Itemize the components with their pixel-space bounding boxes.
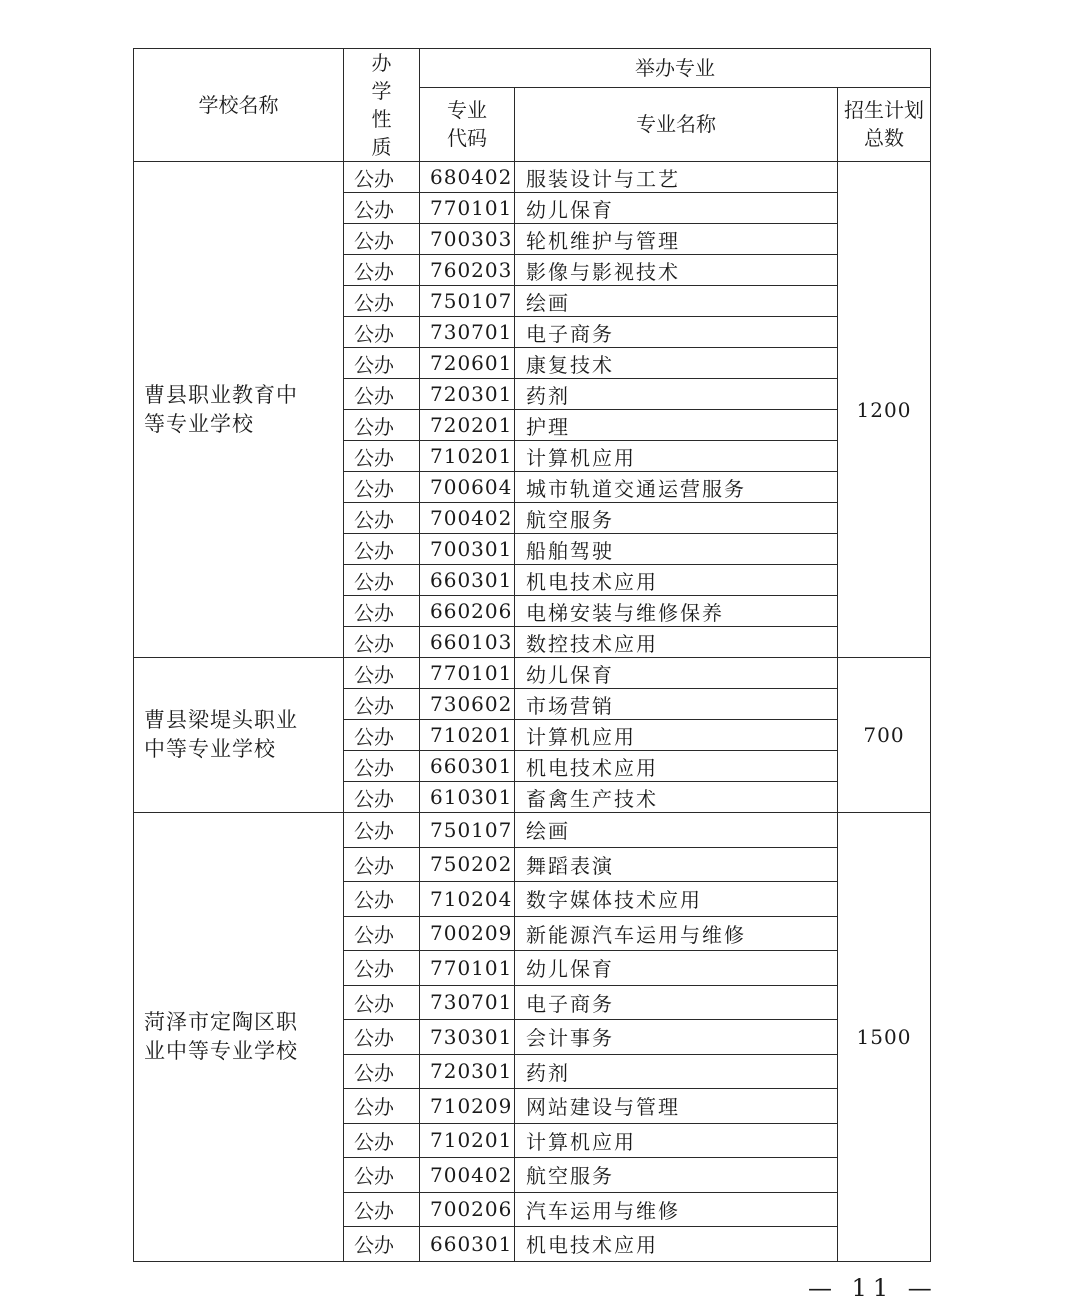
school-nature-cell: 公办: [344, 951, 420, 986]
school-nature-cell: 公办: [344, 985, 420, 1020]
school-name-cell: 曹县职业教育中等专业学校: [134, 162, 344, 658]
school-nature-cell: 公办: [344, 1192, 420, 1227]
header-major-name: 专业名称: [515, 87, 838, 161]
school-nature-cell: 公办: [344, 1227, 420, 1262]
major-code-cell: 730701: [420, 317, 515, 348]
major-name-cell: 电梯安装与维修保养: [515, 596, 838, 627]
header-enrollment-total: 招生计划总数: [838, 87, 931, 161]
major-code-cell: 710201: [420, 441, 515, 472]
major-name-cell: 康复技术: [515, 348, 838, 379]
major-name-cell: 护理: [515, 410, 838, 441]
major-code-cell: 700209: [420, 916, 515, 951]
table-row: [134, 813, 931, 848]
school-nature-cell: 公办: [344, 916, 420, 951]
major-code-cell: 710204: [420, 882, 515, 917]
school-nature-cell: 公办: [344, 720, 420, 751]
major-name-cell: 市场营销: [515, 689, 838, 720]
major-code-cell: 660301: [420, 565, 515, 596]
major-code-cell: 750202: [420, 847, 515, 882]
major-name-cell: 船舶驾驶: [515, 534, 838, 565]
major-code-cell: 700301: [420, 534, 515, 565]
header-school-nature: 办学性质: [344, 49, 420, 162]
school-nature-cell: 公办: [344, 441, 420, 472]
school-name-cell: 菏泽市定陶区职业中等专业学校: [134, 813, 344, 1262]
major-name-cell: 数字媒体技术应用: [515, 882, 838, 917]
major-name-cell: 电子商务: [515, 985, 838, 1020]
major-code-cell: 770101: [420, 193, 515, 224]
major-name-cell: 药剂: [515, 1054, 838, 1089]
major-code-cell: 720301: [420, 1054, 515, 1089]
major-name-cell: 机电技术应用: [515, 751, 838, 782]
major-code-cell: 700402: [420, 1158, 515, 1193]
enrollment-total-cell: 700: [838, 658, 931, 813]
school-nature-cell: 公办: [344, 379, 420, 410]
major-name-cell: 机电技术应用: [515, 565, 838, 596]
major-code-cell: 770101: [420, 951, 515, 986]
major-name-cell: 航空服务: [515, 1158, 838, 1193]
table-body: [134, 162, 931, 1262]
major-name-cell: 幼儿保育: [515, 658, 838, 689]
school-nature-cell: 公办: [344, 627, 420, 658]
page-number: — 11 —: [808, 1274, 938, 1302]
school-nature-cell: 公办: [344, 1020, 420, 1055]
table-row: [134, 162, 931, 193]
school-nature-cell: 公办: [344, 348, 420, 379]
major-name-cell: 绘画: [515, 813, 838, 848]
school-nature-cell: 公办: [344, 1054, 420, 1089]
school-nature-cell: 公办: [344, 782, 420, 813]
major-code-cell: 700402: [420, 503, 515, 534]
major-code-cell: 720201: [420, 410, 515, 441]
major-name-cell: 机电技术应用: [515, 1227, 838, 1262]
school-nature-cell: 公办: [344, 162, 420, 193]
major-name-cell: 影像与影视技术: [515, 255, 838, 286]
major-code-cell: 750107: [420, 813, 515, 848]
enrollment-table: [133, 48, 931, 1262]
major-code-cell: 700604: [420, 472, 515, 503]
school-name-cell: 曹县梁堤头职业中等专业学校: [134, 658, 344, 813]
major-name-cell: 计算机应用: [515, 1123, 838, 1158]
school-nature-cell: 公办: [344, 410, 420, 441]
school-nature-cell: 公办: [344, 472, 420, 503]
school-nature-cell: 公办: [344, 286, 420, 317]
school-nature-cell: 公办: [344, 1089, 420, 1124]
major-code-cell: 660301: [420, 1227, 515, 1262]
major-name-cell: 数控技术应用: [515, 627, 838, 658]
school-nature-cell: 公办: [344, 751, 420, 782]
major-code-cell: 700206: [420, 1192, 515, 1227]
major-code-cell: 710209: [420, 1089, 515, 1124]
major-name-cell: 幼儿保育: [515, 951, 838, 986]
school-nature-cell: 公办: [344, 813, 420, 848]
school-nature-cell: 公办: [344, 847, 420, 882]
school-nature-cell: 公办: [344, 1158, 420, 1193]
major-code-cell: 660206: [420, 596, 515, 627]
major-code-cell: 710201: [420, 1123, 515, 1158]
major-code-cell: 730602: [420, 689, 515, 720]
school-nature-cell: 公办: [344, 658, 420, 689]
school-nature-cell: 公办: [344, 193, 420, 224]
major-name-cell: 会计事务: [515, 1020, 838, 1055]
major-code-cell: 730701: [420, 985, 515, 1020]
school-nature-cell: 公办: [344, 255, 420, 286]
major-code-cell: 770101: [420, 658, 515, 689]
major-name-cell: 航空服务: [515, 503, 838, 534]
major-code-cell: 700303: [420, 224, 515, 255]
major-code-cell: 660301: [420, 751, 515, 782]
major-code-cell: 750107: [420, 286, 515, 317]
header-school-name: 学校名称: [134, 49, 344, 162]
major-name-cell: 畜禽生产技术: [515, 782, 838, 813]
major-code-cell: 720301: [420, 379, 515, 410]
header-major-code: 专业代码: [420, 87, 515, 161]
school-nature-cell: 公办: [344, 503, 420, 534]
major-name-cell: 计算机应用: [515, 720, 838, 751]
major-code-cell: 680402: [420, 162, 515, 193]
major-name-cell: 电子商务: [515, 317, 838, 348]
enrollment-total-cell: 1200: [838, 162, 931, 658]
major-name-cell: 网站建设与管理: [515, 1089, 838, 1124]
table-row: [134, 658, 931, 689]
major-name-cell: 新能源汽车运用与维修: [515, 916, 838, 951]
major-code-cell: 720601: [420, 348, 515, 379]
major-name-cell: 绘画: [515, 286, 838, 317]
school-nature-cell: 公办: [344, 317, 420, 348]
major-code-cell: 760203: [420, 255, 515, 286]
major-name-cell: 幼儿保育: [515, 193, 838, 224]
school-nature-cell: 公办: [344, 596, 420, 627]
school-nature-cell: 公办: [344, 689, 420, 720]
school-nature-cell: 公办: [344, 224, 420, 255]
school-nature-cell: 公办: [344, 1123, 420, 1158]
major-name-cell: 汽车运用与维修: [515, 1192, 838, 1227]
major-code-cell: 660103: [420, 627, 515, 658]
major-name-cell: 服装设计与工艺: [515, 162, 838, 193]
enrollment-total-cell: 1500: [838, 813, 931, 1262]
major-name-cell: 药剂: [515, 379, 838, 410]
school-nature-cell: 公办: [344, 565, 420, 596]
school-nature-cell: 公办: [344, 534, 420, 565]
major-name-cell: 舞蹈表演: [515, 847, 838, 882]
header-group-title: 举办专业: [420, 49, 931, 88]
major-code-cell: 710201: [420, 720, 515, 751]
major-name-cell: 城市轨道交通运营服务: [515, 472, 838, 503]
major-name-cell: 计算机应用: [515, 441, 838, 472]
major-code-cell: 610301: [420, 782, 515, 813]
major-code-cell: 730301: [420, 1020, 515, 1055]
major-name-cell: 轮机维护与管理: [515, 224, 838, 255]
school-nature-cell: 公办: [344, 882, 420, 917]
